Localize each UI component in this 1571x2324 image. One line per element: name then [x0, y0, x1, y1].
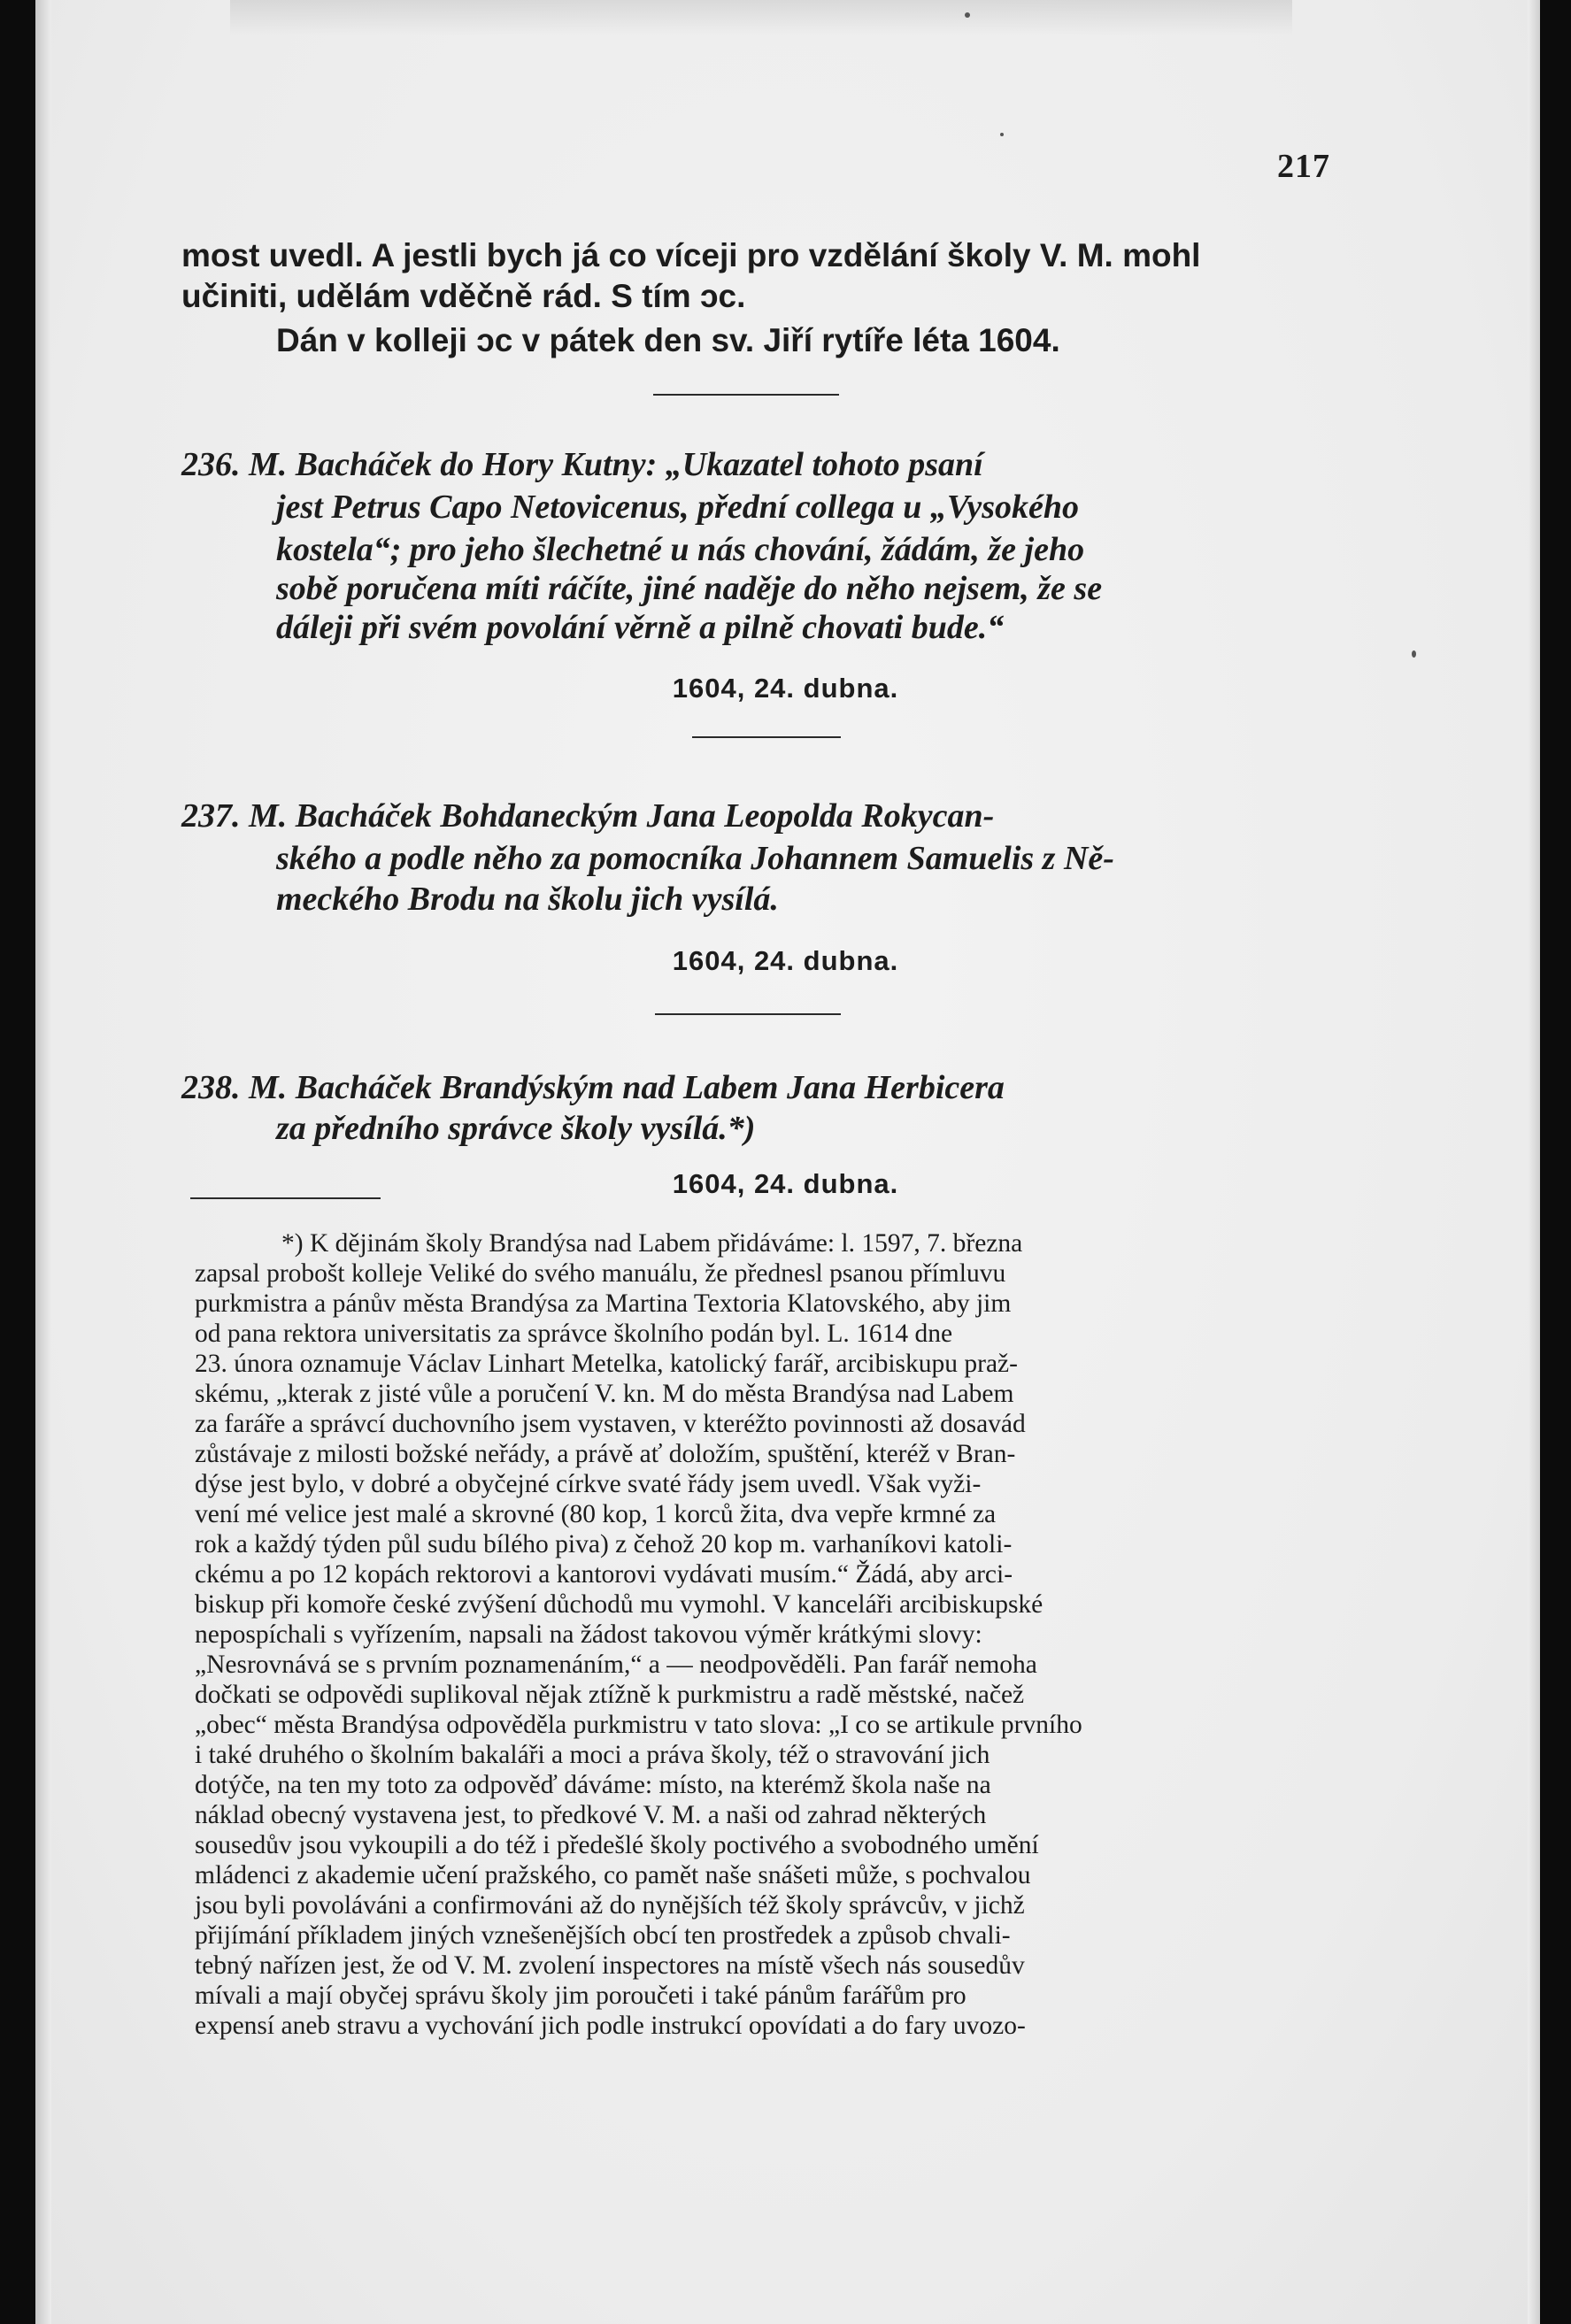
footnote-line: purkmistra a pánův města Brandýsa za Martina Textoria Klatovského, aby jim	[195, 1289, 1012, 1318]
footnote-line: náklad obecný vystavena jest, to předkové V. M. a naši od zahrad některých	[195, 1801, 987, 1829]
footnote-line: dočkati se odpovědi suplikoval nějak ztížně k purkmistru a radě městské, načež	[195, 1681, 1025, 1709]
footnote-line: „obec“ města Brandýsa odpověděla purkmistru v tato slova: „I co se artikule prvního	[195, 1711, 1082, 1739]
footnote-line: nepospíchali s vyřízením, napsali na žádost takovou výměr krátkými slovy:	[195, 1620, 982, 1649]
scan-speck	[1000, 133, 1004, 136]
footnote-line: mládenci z akademie učení pražského, co pamět naše snášeti může, s pochvalou	[195, 1861, 1031, 1889]
footnote-line: tebný nařízen jest, že od V. M. zvolení inspectores na místě všech nás sousedův	[195, 1951, 1025, 1980]
section-divider	[653, 394, 839, 396]
entry-237-date: 1604, 24. dubna.	[672, 945, 899, 976]
entry-236-line: sobě poručena míti ráčíte, jiné naděje do něho nejsem, že se	[276, 570, 1103, 607]
entry-236-date: 1604, 24. dubna.	[672, 673, 899, 704]
scan-speck	[1412, 650, 1416, 658]
entry-237-line: 237. M. Bacháček Bohdaneckým Jana Leopolda Rokycan-	[181, 797, 995, 835]
scan-speck	[965, 12, 970, 18]
footnote-line: zůstávaje z milosti božské neřády, a právě ať doložím, spuštění, kteréž v Bran-	[195, 1440, 1016, 1468]
footnote-line: „Nesrovnává se s prvním poznamenáním,“ a — neodpověděli. Pan farář nemoha	[195, 1651, 1037, 1679]
entry-238-date: 1604, 24. dubna.	[672, 1168, 899, 1199]
footnote-line: za faráře a správcí duchovního jsem vystaven, v kteréžto povinnosti až dosavád	[195, 1410, 1026, 1438]
intro-line: Dán v kolleji ͻc v pátek den sv. Jiří rytíře léta 1604.	[276, 322, 1060, 358]
footnote-line: dýse jest bylo, v dobré a obyčejné církve svaté řády jsem uvedl. Však vyži-	[195, 1470, 982, 1498]
footnote-line: přijímání příkladem jiných vznešenějších obcí ten prostředek a způsob chvali-	[195, 1921, 1011, 1950]
page-left-edge	[35, 0, 51, 2324]
intro-line: most uvedl. A jestli bych já co víceji pro vzdělání školy V. M. mohl	[181, 237, 1201, 273]
page-number: 217	[1277, 148, 1330, 185]
footnote-line: i také druhého o školním bakaláři a moci a práva školy, též o stravování jich	[195, 1741, 990, 1769]
footnote-line: rok a každý týden půl sudu bílého piva) z čehož 20 kop m. varhaníkovi katoli-	[195, 1530, 1013, 1558]
footnote-line: od pana rektora universitatis za správce školního podán byl. L. 1614 dne	[195, 1320, 953, 1348]
entry-237-line: meckého Brodu na školu jich vysílá.	[276, 881, 779, 918]
entry-238-line: 238. M. Bacháček Brandýským nad Labem Jana Herbicera	[181, 1069, 1005, 1106]
intro-line: učiniti, udělám vděčně rád. S tím ͻc.	[181, 278, 746, 314]
entry-236-line: kostela“; pro jeho šlechetné u nás chování, žádám, že jeho	[276, 531, 1085, 568]
page-right-edge	[1528, 0, 1540, 2324]
footnote-line: vení mé velice jest malé a skrovné (80 kop, 1 korců žita, dva vepře krmné za	[195, 1500, 997, 1528]
footnote-line: 23. února oznamuje Václav Linhart Metelka, katolický farář, arcibiskupu praž-	[195, 1350, 1018, 1378]
entry-237-line: ského a podle něho za pomocníka Johannem Samuelis z Ně-	[276, 840, 1114, 877]
footnote-line: expensí aneb stravu a vychování jich podle instrukcí opovídati a do fary uvozo-	[195, 2012, 1026, 2040]
footnote-line: ckému a po 12 kopách rektorovi a kantorovi vydávati musím.“ Žádá, aby arci-	[195, 1560, 1013, 1589]
footnote-line: *) K dějinám školy Brandýsa nad Labem přidáváme: l. 1597, 7. března	[281, 1229, 1023, 1258]
footnote-rule	[190, 1197, 381, 1199]
scan-smudge	[230, 0, 1292, 35]
section-divider	[655, 1013, 841, 1015]
entry-236-line: 236. M. Bacháček do Hory Kutny: „Ukazatel tohoto psaní	[181, 446, 983, 483]
entry-236-line: jest Petrus Capo Netovicenus, přední collega u „Vysokého	[276, 489, 1080, 526]
footnote-line: jsou byli povoláváni a confirmováni až do nynějších též školy správcův, v jichž	[195, 1891, 1025, 1920]
entry-238-line: za předního správce školy vysílá.*)	[276, 1110, 756, 1147]
footnote-line: skému, „kterak z jisté vůle a poručení V. kn. M do města Brandýsa nad Labem	[195, 1380, 1014, 1408]
entry-236-line: dáleji při svém povolání věrně a pilně chovati bude.“	[276, 609, 1005, 646]
footnote-line: biskup při komoře české zvýšení důchodů mu vymohl. V kanceláři arcibiskupské	[195, 1590, 1043, 1619]
footnote-line: dotýče, na ten my toto za odpověď dáváme: místo, na kterémž škola naše na	[195, 1771, 991, 1799]
section-divider	[692, 736, 841, 738]
footnote-line: mívali a mají obyčej správu školy jim poroučeti i také pánům farářům pro	[195, 1982, 966, 2010]
footnote-line: zapsal probošt kolleje Veliké do svého manuálu, že přednesl psanou přímluvu	[195, 1259, 1006, 1288]
footnote-line: sousedův jsou vykoupili a do též i předešlé školy poctivého a svobodného umění	[195, 1831, 1039, 1859]
